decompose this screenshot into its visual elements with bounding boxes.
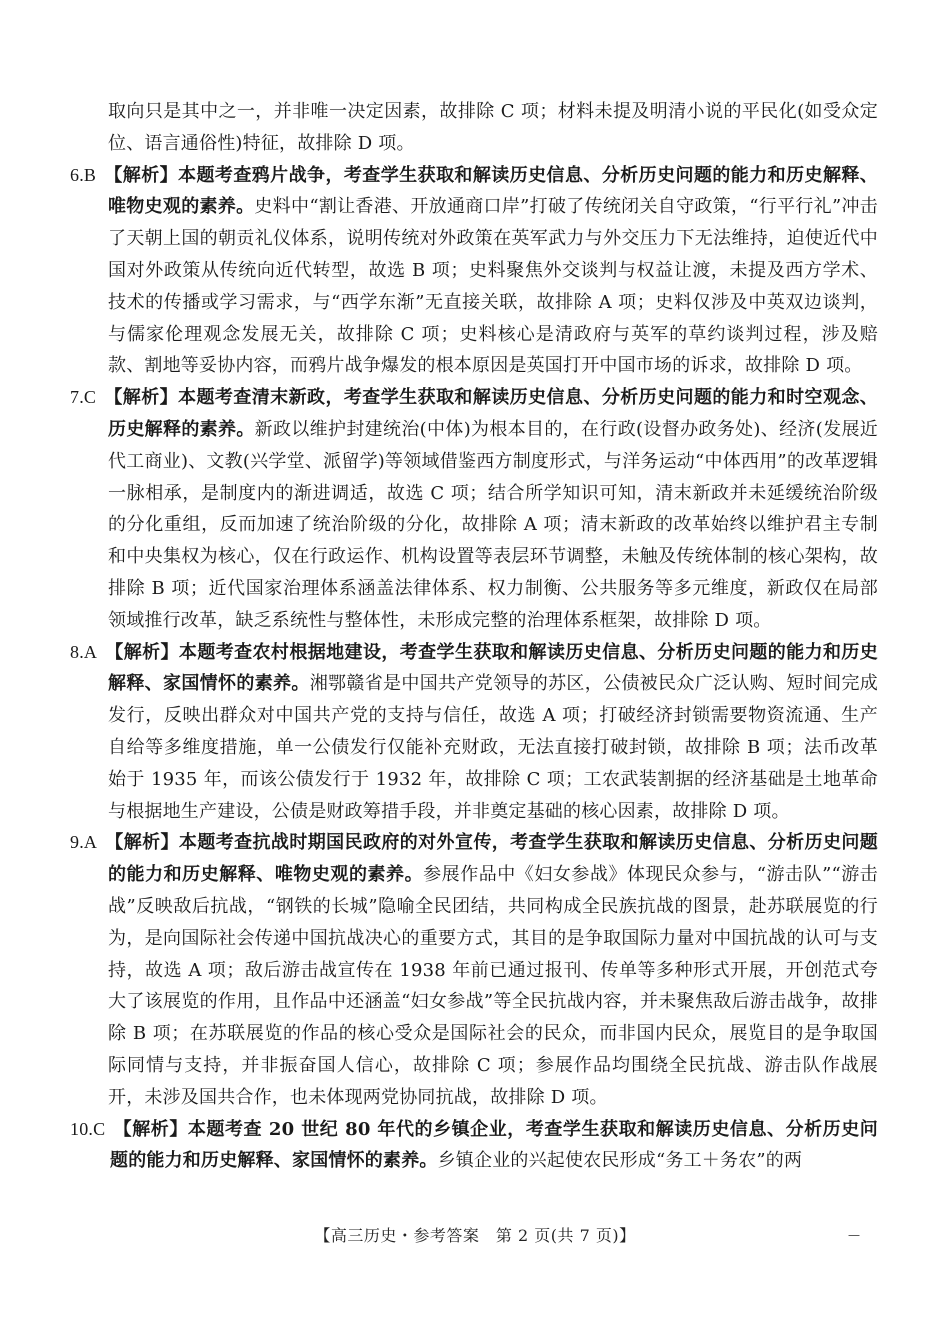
question-number: 10.: [70, 1118, 94, 1139]
question-number: 8.: [70, 641, 84, 662]
page-footer: [0, 1223, 950, 1246]
footer-text: 【高三历史・参考答案 第 2 页(共 7 页)】: [314, 1226, 636, 1245]
continued-text: 取向只是其中之一，并非唯一决定因素，故排除 C 项；材料未提及明清小说的平民化(如受众定位、语言通俗性)特征，故排除 D 项。: [108, 101, 878, 154]
question-9: [70, 827, 878, 1113]
question-number: 6.: [70, 164, 84, 185]
question-number: 9.: [70, 832, 84, 853]
question-answer: B: [83, 164, 97, 185]
answer-content: [70, 96, 878, 1177]
corner-mark-text: —: [848, 1228, 860, 1242]
question-10: [70, 1114, 878, 1178]
question-explanation: 新政以维护封建统治(中体)为根本目的，在行政(设督办政务处)、经济(发展近代工商业)、文教(兴学堂、派留学)等领域借鉴西方制度形式，与洋务运动“中体西用”的改革逻辑一脉相承，是制度内的渐进调适，故选 C 项；结合所学知识可知，清末新政并未延缓统治阶级的分化重组，反而加速了统治阶级的分化，故排除 A 项；清末新政的改革始终以维护君主专制和中央集权为核心，仅在行政运作、机构设置等表层环节调整，未触及传统体制的核心架构，故排除 B 项；近代国家治理体系涵盖法律体系、权力制衡、公共服务等多元维度，新政仅在局部领域推行改革，缺乏系统性与整体性，未形成完整的治理体系框架，故排除 D 项。: [108, 418, 878, 631]
question-answer: A: [83, 641, 98, 662]
question-explanation: 湘鄂赣省是中国共产党领导的苏区，公债被民众广泛认购、短时间完成发行，反映出群众对中国共产党的支持与信任，故选 A 项；打破经济封锁需要物资流通、生产自给等多维度措施，单一公债发行仅能补充财政，无法直接打破封锁，故排除 B 项；法币改革始于 1935 年，而该公债发行于 1932 年，故排除 C 项；工农武装割据的经济基础是土地革命与根据地生产建设，公债是财政筹措手段，并非奠定基础的核心因素，故排除 D 项。: [108, 673, 878, 822]
continued-paragraph: [70, 96, 878, 160]
question-explanation: 史料中“割让香港、开放通商口岸”打破了传统闭关自守政策，“行平行礼”冲击了天朝上国的朝贡礼仪体系，说明传统对外政策在英军武力与外交压力下无法维持，迫使近代中国对外政策从传统向近代转型，故选 B 项；史料聚焦外交谈判与权益让渡，未提及西方学术、技术的传播或学习需求，与“西学东渐”无直接关联，故排除 A 项；史料仅涉及中英双边谈判，与儒家伦理观念发展无关，故排除 C 项；史料核心是清政府与英军的草约谈判过程，涉及赔款、割地等妥协内容，而鸦片战争爆发的根本原因是英国打开中国市场的诉求，故排除 D 项。: [108, 196, 878, 377]
question-explanation: 乡镇企业的兴起使农民形成“务工＋务农”的两: [437, 1150, 803, 1172]
question-answer: C: [93, 1118, 106, 1139]
question-heading: 【解析】本题考查 20 世纪 80 年代的乡镇企业，考查学生获取和解读历史信息、分析历史问题的能力和历史解释、家国情怀的素养。: [110, 1118, 878, 1172]
question-7: [70, 382, 878, 636]
question-explanation: 参展作品中《妇女参战》体现民众参与，“游击队”“游击战”反映敌后抗战，“钢铁的长城”隐喻全民团结，共同构成全民族抗战的图景，赴苏联展览的行为，是向国际社会传递中国抗战决心的重要方式，其目的是争取国际力量对中国抗战的认可与支持，故选 A 项；敌后游击战宣传在 1938 年前已通过报刊、传单等多种形式开展，开创范式夸大了该展览的作用，且作品中还涵盖“妇女参战”等全民抗战内容，并未聚焦敌后游击战争，故排除 B 项；在苏联展览的作品的核心受众是国际社会的民众，而非国内民众，展览目的是争取国际同情与支持，并非振奋国人信心，故排除 C 项；参展作品均围绕全民抗战、游击队作战展开，未涉及国共合作，也未体现两党协同抗战，故排除 D 项。: [108, 864, 878, 1108]
corner-mark: [848, 1228, 860, 1242]
question-heading: 【解析】本题考查清末新政，考查学生获取和解读历史信息、分析历史问题的能力和时空观念、历史解释的素养。: [104, 387, 878, 440]
question-number: 7.: [70, 387, 84, 408]
question-6: [70, 160, 878, 383]
question-heading: 【解析】本题考查鸦片战争，考查学生获取和解读历史信息、分析历史问题的能力和历史解释、唯物史观的素养。: [104, 164, 878, 218]
question-answer: A: [83, 832, 98, 853]
question-heading: 【解析】本题考查农村根据地建设，考查学生获取和解读历史信息、分析历史问题的能力和历史解释、家国情怀的素养。: [105, 641, 878, 695]
question-8: [70, 637, 878, 828]
question-heading: 【解析】本题考查抗战时期国民政府的对外宣传，考查学生获取和解读历史信息、分析历史问题的能力和历史解释、唯物史观的素养。: [105, 832, 878, 886]
question-answer: C: [83, 387, 97, 408]
